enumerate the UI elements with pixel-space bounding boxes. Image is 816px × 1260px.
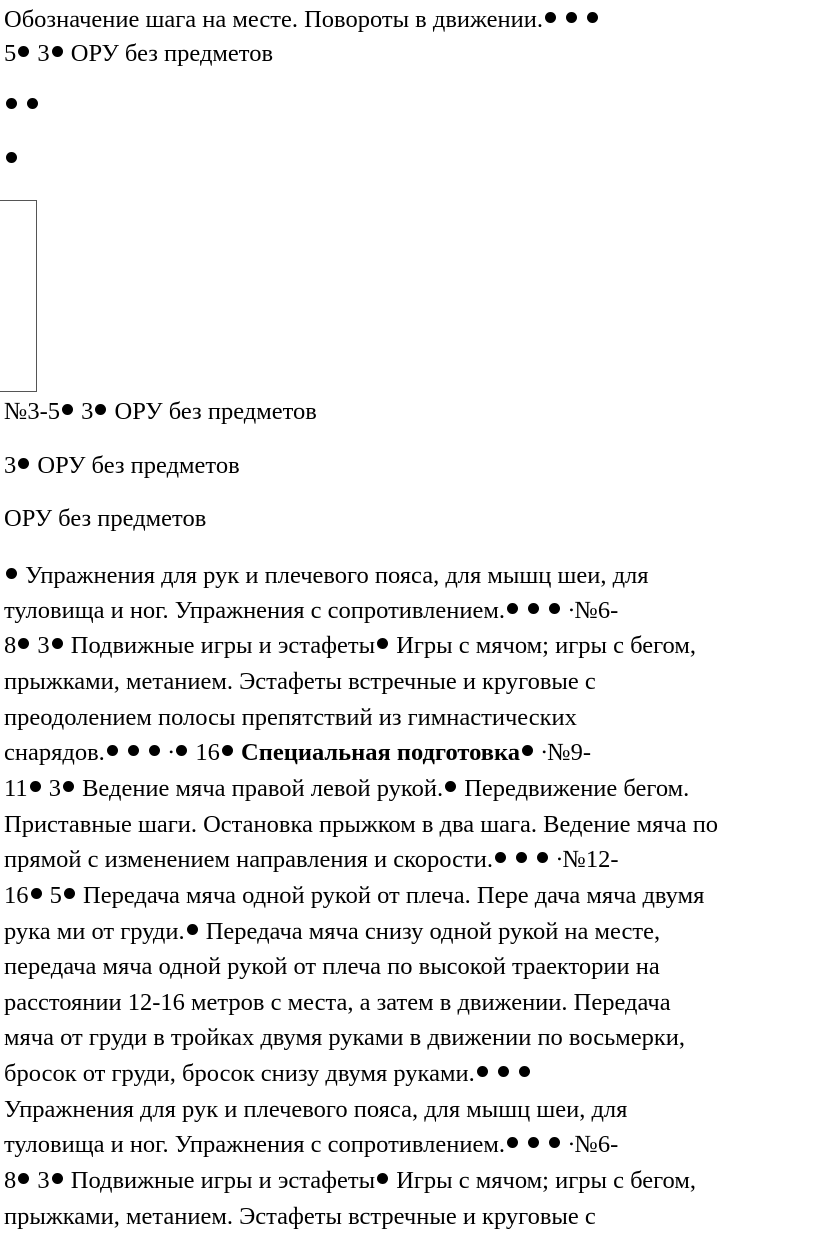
header-subtitle-line [4, 38, 273, 70]
body-text: мяча от груди в тройках двумя руками в движении по восьмерки, [4, 1024, 686, 1051]
body-line-18 [4, 1165, 696, 1197]
item-number: №6- [574, 1131, 619, 1158]
section-1-number: №3-5 [4, 398, 61, 425]
body-text: туловища и ног. Упражнения с сопротивлением. [4, 597, 505, 624]
section-heading-1 [4, 396, 317, 428]
bullet-dot-icon [6, 152, 17, 163]
item-number: 16 [4, 882, 29, 909]
section-heading-2 [4, 450, 240, 482]
bullet-dot-icon [52, 638, 63, 649]
bullet-dot-icon [528, 1137, 539, 1148]
body-line-5 [4, 702, 577, 734]
body-text: передача мяча одной рукой от плеча по высокой траектории на [4, 953, 660, 980]
body-text: Передвижение бегом. [464, 775, 690, 802]
bullet-dot-icon [62, 404, 73, 415]
bullet-dot-icon [495, 852, 506, 863]
item-number: 11 [4, 775, 28, 802]
section-1-hours: 3 [81, 398, 94, 425]
body-line-3 [4, 630, 696, 662]
bullet-dot-icon [149, 745, 160, 756]
body-line-13 [4, 987, 671, 1019]
bullet-dot-icon [18, 46, 29, 57]
bullet-dot-icon [18, 458, 29, 469]
bullet-dot-icon [507, 1137, 518, 1148]
body-line-15 [4, 1058, 532, 1090]
body-line-19 [4, 1201, 596, 1233]
bullet-dot-icon [587, 12, 598, 23]
body-text: бросок от груди, бросок снизу двумя руками. [4, 1060, 475, 1087]
bullet-dot-icon [107, 745, 118, 756]
bullet-dot-icon [6, 98, 17, 109]
body-line-7 [4, 773, 689, 805]
body-text: Упражнения для рук и плечевого пояса, для мышц шеи, для [4, 1096, 628, 1123]
bullet-dot-icon [27, 98, 38, 109]
body-text: преодолением полосы препятствий из гимнастических [4, 704, 577, 731]
body-line-6: снарядов. ∙ 16 Специальная подготовка ∙№9- [4, 739, 591, 766]
item-hours: 3 [37, 632, 50, 659]
section-2-text: ОРУ без предметов [37, 452, 240, 479]
bullet-dot-icon [128, 745, 139, 756]
body-text: прыжками, метанием. Эстафеты встречные и круговые с [4, 1203, 596, 1230]
body-text: Упражнения для рук и плечевого пояса, для мышц шеи, для [25, 562, 649, 589]
section-bold-heading: Специальная подготовка [241, 739, 520, 766]
bullet-dot-icon [52, 1173, 63, 1184]
bullet-dot-icon [545, 12, 556, 23]
body-text: Подвижные игры и эстафеты [70, 1167, 376, 1194]
bullet-dot-icon [519, 1066, 530, 1077]
item-number: 8 [4, 1167, 17, 1194]
bullet-row-single [4, 144, 19, 176]
bullet-dot-icon [18, 638, 29, 649]
bullet-dot-icon [187, 924, 198, 935]
bullet-dot-icon [522, 745, 533, 756]
subtitle-number-2: 3 [37, 40, 50, 67]
bullet-dot-icon [64, 888, 75, 899]
bullet-row-double [4, 90, 40, 122]
section-3-text: ОРУ без предметов [4, 505, 207, 532]
item-hours: 3 [37, 1167, 50, 1194]
body-text: прямой с изменением направления и скорости. [4, 846, 493, 873]
body-text: Приставные шаги. Остановка прыжком в два шага. Ведение мяча по [4, 811, 719, 838]
body-text: прыжками, метанием. Эстафеты встречные и круговые с [4, 668, 596, 695]
section-1-text: ОРУ без предметов [114, 398, 317, 425]
bullet-dot-icon [498, 1066, 509, 1077]
bullet-dot-icon [537, 852, 548, 863]
item-hours: 5 [49, 882, 62, 909]
bullet-dot-icon [222, 745, 233, 756]
bullet-dot-icon [31, 888, 42, 899]
bullet-dot-icon [377, 1173, 388, 1184]
body-text: Игры с мячом; игры с бегом, [396, 632, 696, 659]
body-line-4 [4, 666, 596, 698]
bullet-dot-icon [477, 1066, 488, 1077]
bullet-dot-icon [566, 12, 577, 23]
subtitle-number: 5 [4, 40, 17, 67]
empty-frame-box [0, 200, 37, 392]
bullet-dot-icon [528, 603, 539, 614]
body-line-14 [4, 1022, 685, 1054]
body-text: Ведение мяча правой левой рукой. [82, 775, 444, 802]
bullet-dot-icon [377, 638, 388, 649]
body-line-9: прямой с изменением направления и скорости. ∙№12- [4, 846, 619, 873]
body-line-12 [4, 951, 660, 983]
bullet-dot-icon [95, 404, 106, 415]
bullet-dot-icon [63, 781, 74, 792]
item-number: №9- [547, 739, 591, 766]
header-title-line [4, 4, 600, 36]
item-hours: 3 [48, 775, 61, 802]
body-line-11 [4, 916, 660, 948]
body-line-2: туловища и ног. Упражнения с сопротивлением. ∙№6- [4, 597, 619, 624]
body-text: рука ми от груди. [4, 918, 185, 945]
bullet-dot-icon [52, 46, 63, 57]
body-text: Игры с мячом; игры с бегом, [396, 1167, 696, 1194]
body-text: Подвижные игры и эстафеты [70, 632, 376, 659]
item-number: 8 [4, 632, 17, 659]
body-line-1 [4, 560, 649, 592]
body-line-10 [4, 880, 704, 912]
body-line-16 [4, 1094, 627, 1126]
bullet-dot-icon [176, 745, 187, 756]
bullet-dot-icon [516, 852, 527, 863]
body-text: Передача мяча одной рукой от плеча. Пере дача мяча двумя [83, 882, 705, 909]
item-hours: 16 [195, 739, 220, 766]
subtitle-text: ОРУ без предметов [70, 40, 274, 67]
bullet-dot-icon [30, 781, 41, 792]
body-line-17: туловища и ног. Упражнения с сопротивлением. ∙№6- [4, 1131, 619, 1158]
header-title-text: Обозначение шага на месте. Повороты в движении. [4, 6, 543, 33]
bullet-dot-icon [6, 568, 17, 579]
bullet-dot-icon [18, 1173, 29, 1184]
item-number: №6- [574, 597, 619, 624]
body-text: туловища и ног. Упражнения с сопротивлением. [4, 1131, 505, 1158]
item-number: №12- [562, 846, 619, 873]
body-line-8 [4, 809, 718, 841]
bullet-dot-icon [445, 781, 456, 792]
bullet-dot-icon [549, 1137, 560, 1148]
bullet-dot-icon [507, 603, 518, 614]
section-heading-3 [4, 503, 206, 535]
body-text: Передача мяча снизу одной рукой на месте, [205, 918, 661, 945]
body-text: расстоянии 12-16 метров с места, а затем в движении. Передача [4, 989, 671, 1016]
section-2-hours: 3 [4, 452, 17, 479]
bullet-dot-icon [549, 603, 560, 614]
body-text: снарядов. [4, 739, 105, 766]
